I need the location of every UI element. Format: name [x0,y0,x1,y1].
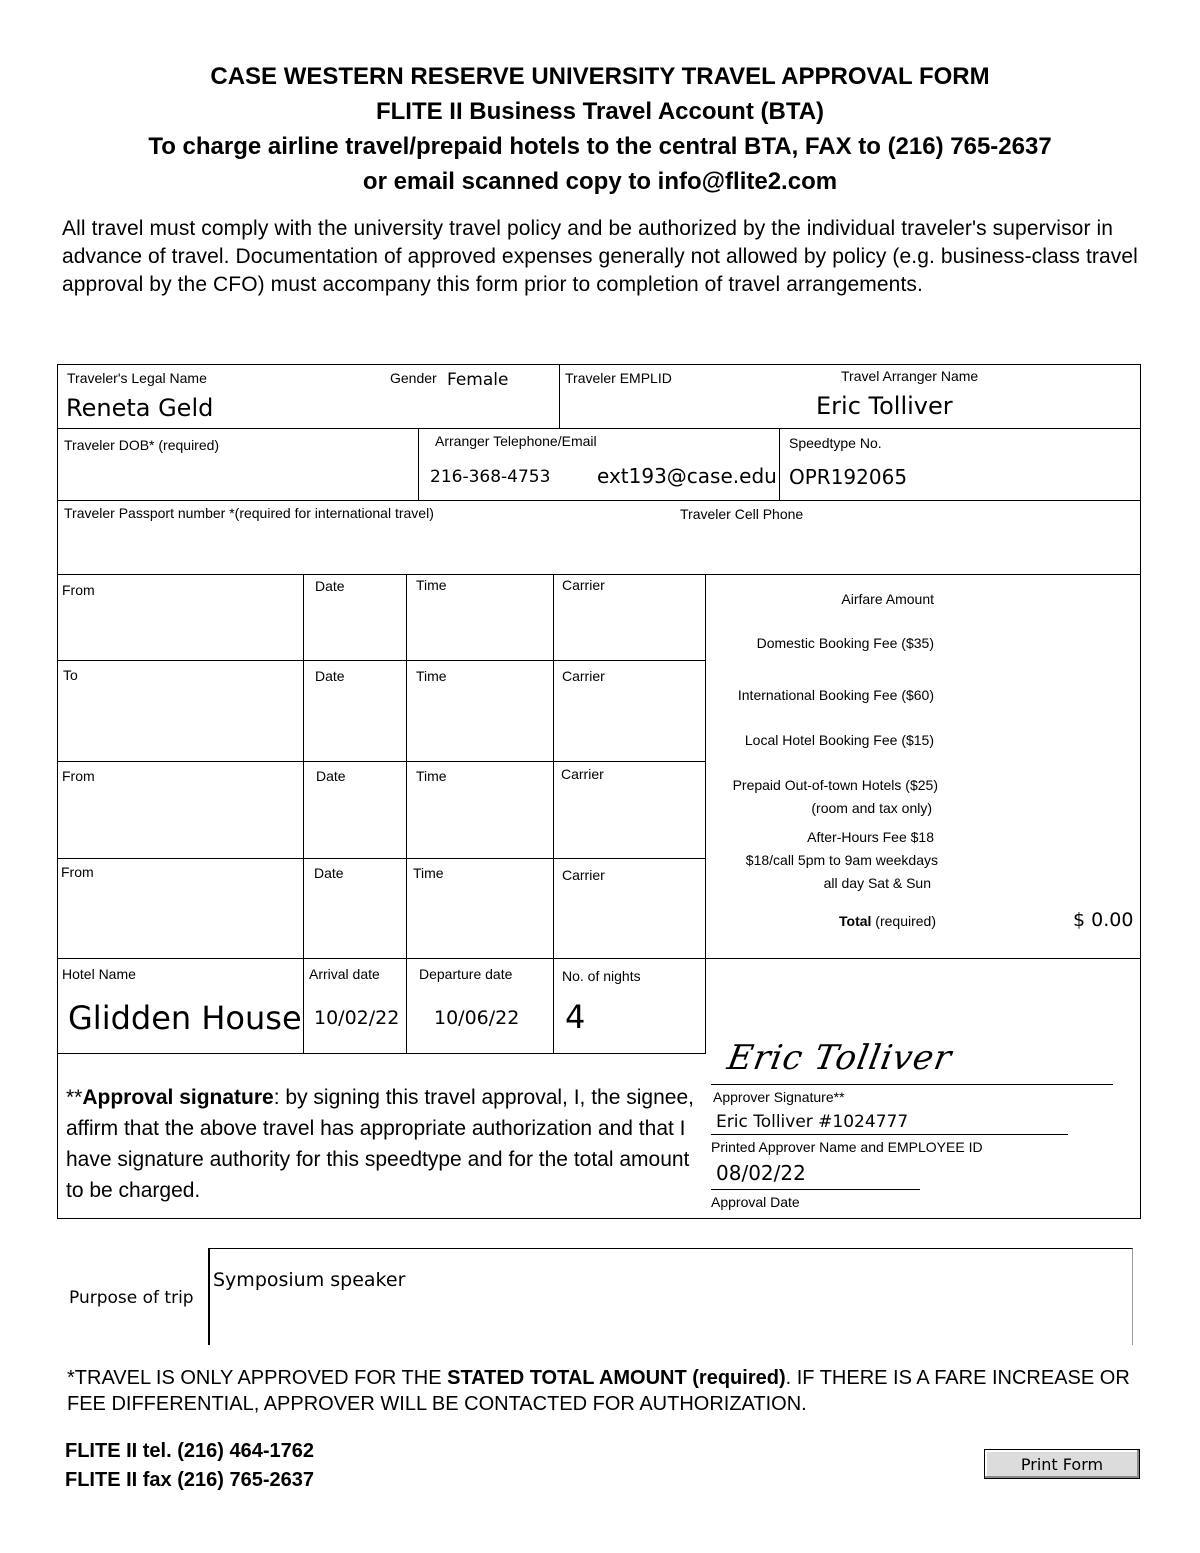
airfare-amount-label: Airfare Amount [841,591,934,607]
time-label: Time [416,768,447,784]
carrier-label: Carrier [562,577,605,593]
nights-label: No. of nights [562,968,641,984]
after-hours-note: $18/call 5pm to 9am weekdays [745,852,938,868]
fax-instruction: To charge airline travel/prepaid hotels to the central BTA, FAX to (216) 765-2637 [148,133,1052,160]
legal-name-label: Traveler's Legal Name [67,370,207,386]
date-label: Date [315,578,345,594]
carrier-label: Carrier [562,867,605,883]
total-label: Total (required) [839,913,936,929]
approval-date-line [711,1189,920,1190]
time-label: Time [416,577,447,593]
gender-label: Gender [390,370,437,386]
speedtype-field[interactable]: OPR192065 [789,465,908,489]
emplid-label: Traveler EMPLID [565,370,672,386]
departure-date-label: Departure date [419,966,513,982]
from-label: From [62,582,95,598]
carrier-label: Carrier [562,668,605,684]
approval-statement: **Approval signature: by signing this travel approval, I, the signee, affirm that the above travel has appropriate authorization and that I have signature authority for this speedtype and for the total amount to be charged. [66,1086,694,1202]
arrival-date-label: Arrival date [309,966,380,982]
arranger-phone-field[interactable]: 216-368-4753 [430,467,551,487]
prepaid-hotels-label: Prepaid Out-of-town Hotels ($25) [732,777,938,793]
date-label: Date [316,768,346,784]
speedtype-label: Speedtype No. [789,435,882,451]
form-subtitle: FLITE II Business Travel Account (BTA) [375,98,825,125]
printed-name-line [711,1134,1068,1135]
from-label: From [61,864,94,880]
time-label: Time [413,865,444,881]
arranger-email-field[interactable]: ext193@case.edu [597,464,777,488]
legal-name-field[interactable]: Reneta Geld [66,394,214,422]
gender-field[interactable]: Female [447,370,509,390]
flite-phone: FLITE II tel. (216) 464-1762 [65,1440,314,1462]
hotel-name-field[interactable]: Glidden House [68,999,302,1037]
email-instruction: or email scanned copy to info@flite2.com [362,168,838,195]
purpose-field[interactable] [208,1248,1133,1345]
nights-field[interactable]: 4 [565,998,586,1036]
time-label: Time [416,668,447,684]
signature-line [711,1084,1113,1085]
printed-approver-label: Printed Approver Name and EMPLOYEE ID [711,1139,983,1155]
hotel-name-label: Hotel Name [62,966,136,982]
approver-signature[interactable]: Eric Tolliver [724,1038,956,1078]
to-label: To [63,667,78,683]
prepaid-hotels-note: (room and tax only) [811,800,932,816]
date-label: Date [315,668,345,684]
approval-date-field[interactable]: 08/02/22 [716,1161,806,1185]
purpose-label: Purpose of trip [69,1288,194,1308]
purpose-value: Symposium speaker [213,1269,406,1291]
print-form-button[interactable]: Print Form [984,1449,1140,1479]
approval-date-label: Approval Date [711,1194,800,1210]
arranger-label: Travel Arranger Name [841,368,979,384]
arranger-field[interactable]: Eric Tolliver [816,392,953,420]
arranger-contact-label: Arranger Telephone/Email [435,433,597,449]
after-hours-weekend-note: all day Sat & Sun [823,875,931,891]
printed-approver-field[interactable]: Eric Tolliver #1024777 [716,1112,909,1132]
policy-intro: All travel must comply with the university travel policy and be authorized by the individual traveler's supervisor in advance of travel. Documentation of approved expenses generally not allowed by policy (e.g. business-class travel approval by the CFO) must accompany this form prior to completion of travel arrangements. [62,217,1138,296]
arrival-date-field[interactable]: 10/02/22 [314,1007,400,1029]
departure-date-field[interactable]: 10/06/22 [434,1007,520,1029]
international-fee-label: International Booking Fee ($60) [737,687,934,703]
signature-label: Approver Signature** [713,1089,845,1105]
form-title: CASE WESTERN RESERVE UNIVERSITY TRAVEL APPROVAL FORM [210,63,990,90]
after-hours-fee-label: After-Hours Fee $18 [807,829,934,845]
cell-phone-label: Traveler Cell Phone [680,506,804,522]
from-label: From [62,768,95,784]
passport-label: Traveler Passport number *(required for international travel) [64,505,434,521]
dob-label: Traveler DOB* (required) [64,437,220,453]
approval-notice: *TRAVEL IS ONLY APPROVED FOR THE STATED TOTAL AMOUNT (required). IF THERE IS A FARE INCREASE OR FEE DIFFERENTIAL, APPROVER WILL BE CONTACTED FOR AUTHORIZATION. [67,1367,1130,1415]
carrier-label: Carrier [561,766,604,782]
local-hotel-fee-label: Local Hotel Booking Fee ($15) [744,732,934,748]
flite-fax: FLITE II fax (216) 765-2637 [65,1469,315,1491]
domestic-fee-label: Domestic Booking Fee ($35) [756,635,934,651]
date-label: Date [314,865,344,881]
total-value: $ 0.00 [1073,909,1134,931]
